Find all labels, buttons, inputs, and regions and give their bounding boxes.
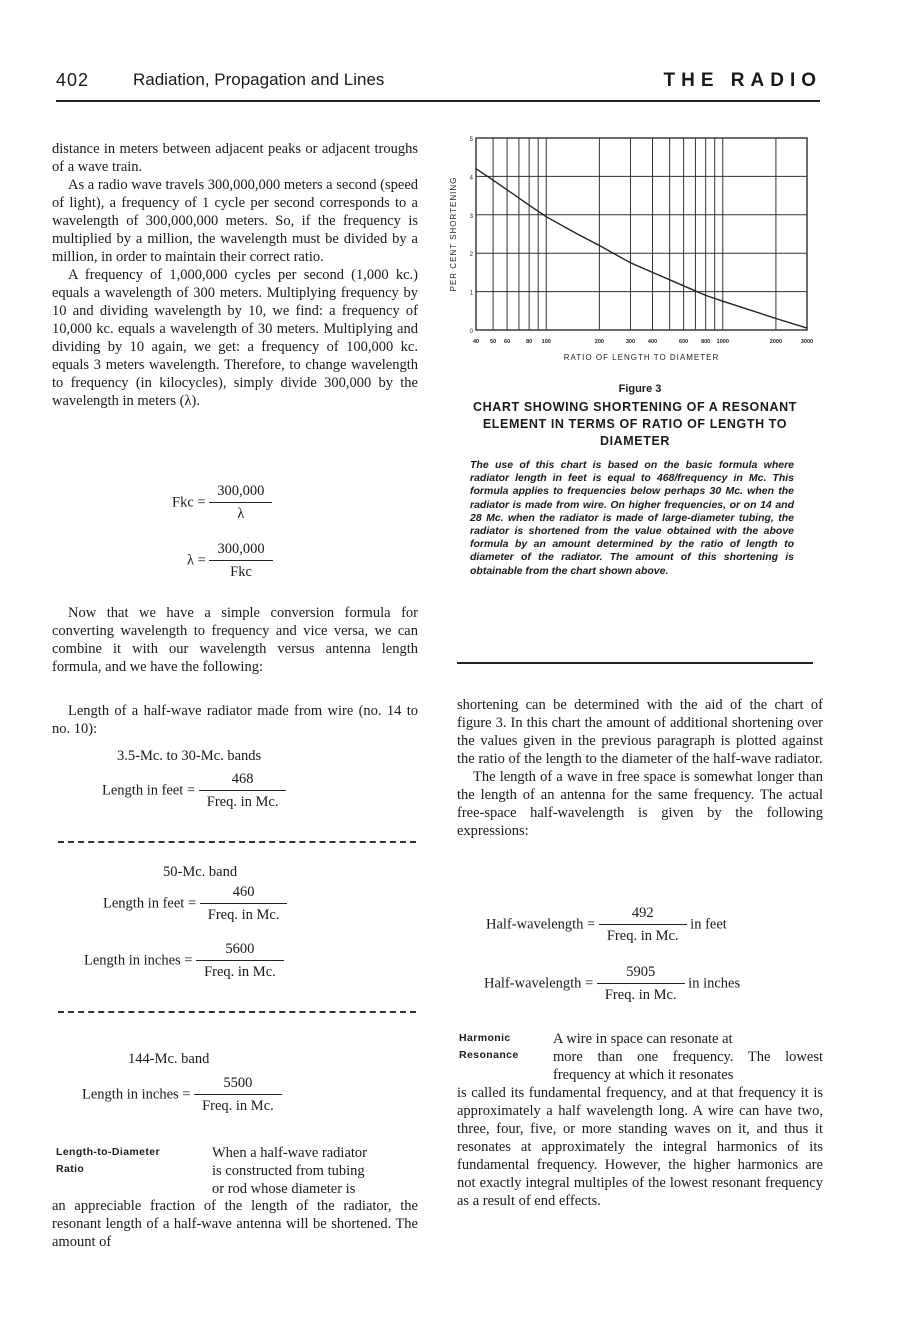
chart-x-tick-label: 40 [472,339,480,345]
formula-unit: in feet [690,916,727,933]
numerator: 300,000 [209,483,272,503]
band-heading: 144-Mc. band [128,1051,210,1067]
line: is constructed from tubing [212,1163,365,1179]
chart-y-tick-label: 4 [469,175,473,182]
left-text-block-3 [52,702,418,738]
chart-y-tick-label: 3 [469,213,473,220]
formula-lhs: Fkc = [172,494,206,511]
fraction [200,884,288,924]
chart-x-tick-label: 300 [625,339,636,345]
paragraph: As a radio wave travels 300,000,000 meters a second (speed of light), a frequency of 1 cycle per second corresponds to a wavelength of 300,000,000 meters. So, if the frequency is multiplied by a million, the wavelength must be divided by a million, in order to maintain their correct ratio. [52,177,418,265]
fraction [209,541,272,581]
figure-title: CHART SHOWING SHORTENING OF A RESONANT ELEMENT IN TERMS OF RATIO OF LENGTH TO DIAMETER [473,400,797,448]
paragraph: an appreciable fraction of the length of the radiator, the resonant length of a half-wave antenna will be shortened. The amount of [52,1198,418,1250]
chart-y-tick-label: 0 [469,329,473,335]
denominator: Freq. in Mc. [206,794,279,810]
chart-x-tick-label: 400 [647,339,658,345]
chart-x-tick-label: 80 [526,339,533,345]
left-text-block-2 [52,604,418,676]
paragraph: The length of a wave in free space is somewhat longer than the length of an antenna for the same frequency. The actual free-space half-wavelength is given by the following expressions: [457,769,823,839]
side-heading: Harmonic [459,1032,511,1044]
dashed-divider [58,841,416,843]
formula-fkc [172,483,272,523]
chart-x-tick-label: 60 [504,339,511,345]
fraction [199,771,287,811]
denominator: λ [237,506,245,522]
formula-halfwave-inches [484,964,740,1004]
numerator: 5500 [194,1075,282,1095]
formula-halfwave-feet [486,905,727,945]
formula-lhs: Length in inches = [82,1086,191,1103]
numerator: 468 [199,771,287,791]
fraction [209,483,272,523]
figure-rule [457,662,813,664]
denominator: Freq. in Mc. [204,964,276,980]
paragraph: Now that we have a simple conversion formula for converting wavelength to frequency and vice versa, we can combine it with our wavelength versus antenna length formula, and we have the following: [52,605,418,675]
formula-lhs: Half-wavelength = [486,916,596,933]
band-heading: 3.5-Mc. to 30-Mc. bands [117,748,262,764]
line: A wire in space can resonate at [553,1031,733,1047]
formula-lhs: λ = [187,552,206,569]
formula-lambda [187,541,273,581]
chart-x-tick-label: 1000 [716,339,729,345]
book-title: THE RADIO [663,70,822,91]
denominator: Freq. in Mc. [202,1098,274,1114]
numerator: 492 [599,905,687,925]
denominator: Freq. in Mc. [207,907,280,923]
right-text-block-1 [457,696,823,840]
left-text-block-4 [52,1197,418,1251]
chart-y-tick-label: 2 [469,252,473,259]
paragraph: is called its fundamental frequency, and at that frequency it is approximately a half wavelength long. A wire can have two, three, four, five, or more standing waves on it, and thus it resonates at approximately the integral harmonics of its fundamental frequency. However, the higher harmonics are not exactly integral multiples of the lowest resonant frequency as a result of end effects. [457,1085,823,1209]
denominator: Freq. in Mc. [606,928,679,944]
formula-lhs: Length in feet = [103,895,197,912]
numerator: 5905 [597,964,685,984]
paragraph: Length of a half-wave radiator made from wire (no. 14 to no. 10): [52,703,418,737]
formula-lhs: Length in feet = [102,782,196,799]
fraction [196,941,284,981]
band-heading: 50-Mc. band [163,864,238,880]
numerator: 5600 [196,941,284,961]
page-number: 402 [56,70,90,90]
paragraph: A frequency of 1,000,000 cycles per second (1,000 kc.) equals a wavelength of 300 meters. Multiplying frequency by 10 and dividing wavelength by 10, we find: a frequency of 10,000 kc. equals a wavelength of 30 meters. Multiplying and dividing by 10 again, we get: a frequency of 100,000 kc. equals 3 meters wavelength. Therefore, to change wavelength to frequency (in kilocycles), simply divide 300,000 by the wavelength in meters (λ). [52,267,418,409]
paragraph: shortening can be determined with the aid of the chart of figure 3. In this chart the amount of additional shortening over the values given in the previous paragraph is plotted against the ratio of the length to the diameter of the half-wave radiator. [457,697,823,767]
header-rule [56,100,820,102]
side-text [212,1144,418,1198]
side-heading: Length-to-Diameter [56,1146,161,1158]
chart-x-axis-label: RATIO OF LENGTH TO DIAMETER [563,353,720,362]
formula-band2-inches [84,941,284,981]
chart-frame [476,138,807,330]
paragraph: distance in meters between adjacent peaks or adjacent troughs of a wave train. [52,141,418,175]
chart-x-tick-label: 800 [701,339,711,345]
numerator: 300,000 [209,541,272,561]
chart-x-tick-label: 2000 [769,339,783,345]
formula-lhs: Length in inches = [84,952,193,969]
side-text [553,1030,823,1084]
chart-y-tick-label: 5 [469,137,473,143]
fraction [194,1075,282,1115]
denominator: Freq. in Mc. [604,987,677,1003]
chart-x-tick-label: 100 [541,339,551,345]
line: more than one frequency. The lowest frequency at which it resonates [553,1049,823,1083]
chart-grid [476,138,807,330]
chart-x-tick-label: 200 [594,339,604,345]
side-heading: Ratio [56,1163,85,1175]
figure-label: Figure 3 [618,383,662,395]
formula-band1 [102,771,286,811]
running-title: Radiation, Propagation and Lines [133,70,385,89]
right-text-block-2 [457,1084,823,1210]
side-heading: Resonance [459,1049,519,1061]
chart-y-axis-label: PER CENT SHORTENING [449,176,458,292]
chart-x-tick-label: 50 [490,339,497,345]
formula-unit: in inches [688,975,741,992]
chart-x-tick-label: 3000 [800,339,814,345]
formula-band3 [82,1075,282,1115]
chart-series-line [476,169,807,328]
fraction [597,964,685,1004]
formula-lhs: Half-wavelength = [484,975,594,992]
numerator: 460 [200,884,288,904]
chart-y-tick-label: 1 [469,290,473,297]
shortening-chart [440,128,830,368]
figure-caption: The use of this chart is based on the basic formula where radiator length in feet is equal to 468/frequency in Mc. This formula applies to frequencies below perhaps 30 Mc. when the radiator is made from wire. On higher frequencies, or on 14 and 28 Mc. when the radiator is made of large-diameter tubing, the radiator is shortened from the value obtained with the above formula by an amount determined by the ratio of length to diameter of the radiator. The amount of this shortening is obtainable from the chart shown above. [470,459,794,577]
formula-band2-feet [103,884,287,924]
fraction [599,905,687,945]
line: or rod whose diameter is [212,1181,356,1197]
dashed-divider [58,1011,416,1013]
left-text-block-1 [52,140,418,410]
line: When a half-wave radiator [212,1145,367,1161]
chart-x-tick-label: 600 [679,339,689,345]
denominator: Fkc [230,564,252,580]
